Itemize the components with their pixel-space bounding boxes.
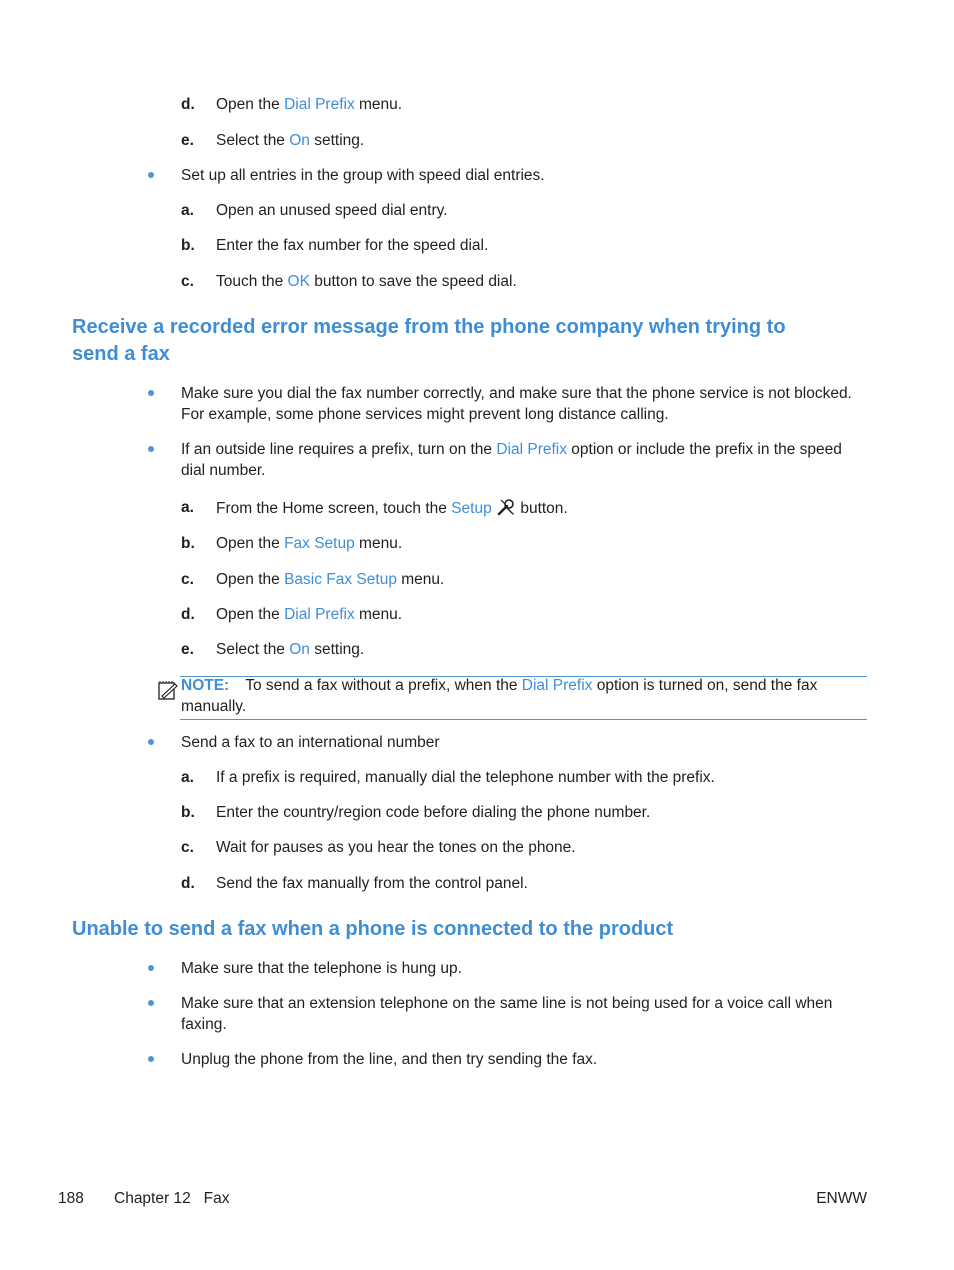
step-letter: d.	[181, 875, 195, 892]
section-heading: Unable to send a fax when a phone is connected to the product	[72, 918, 674, 940]
step-letter: c.	[181, 273, 194, 290]
step-text: Wait for pauses as you hear the tones on the phone.	[216, 839, 576, 856]
list-item: Make sure that an extension telephone on the same line is not being used for a voice call when	[181, 995, 833, 1012]
note-text-continued: manually.	[181, 698, 247, 715]
step-text: Open an unused speed dial entry.	[216, 202, 448, 219]
ui-term-on: On	[289, 641, 310, 658]
step-text: Open the Dial Prefix menu.	[216, 96, 403, 113]
bullet-icon	[148, 739, 154, 745]
ui-term-basic-fax-setup: Basic Fax Setup	[284, 571, 397, 588]
step-letter: b.	[181, 237, 195, 254]
step-letter: a.	[181, 202, 194, 219]
bullet-icon	[148, 172, 154, 178]
ui-term-setup: Setup	[451, 500, 492, 517]
step-letter: c.	[181, 571, 194, 588]
step-text: From the Home screen, touch the Setup button.	[216, 497, 568, 519]
step-letter: b.	[181, 535, 195, 552]
footer-chapter: Chapter 12 Fax	[114, 1190, 230, 1207]
ui-term-dial-prefix: Dial Prefix	[284, 96, 355, 113]
bullet-icon	[148, 390, 154, 396]
bullet-icon	[148, 446, 154, 452]
bullet-icon	[148, 965, 154, 971]
wrench-screwdriver-icon	[496, 497, 516, 517]
list-item: Unplug the phone from the line, and then try sending the fax.	[181, 1051, 598, 1068]
ui-term-ok: OK	[287, 273, 310, 290]
ui-term-on: On	[289, 132, 310, 149]
ui-term-dial-prefix: Dial Prefix	[284, 606, 355, 623]
note-bottom-rule	[180, 719, 867, 720]
footer-enww: ENWW	[816, 1190, 867, 1207]
list-item-continued: faxing.	[181, 1016, 227, 1033]
step-text: If a prefix is required, manually dial the telephone number with the prefix.	[216, 769, 715, 786]
ui-term-dial-prefix: Dial Prefix	[521, 677, 593, 694]
page-number: 188	[58, 1190, 84, 1207]
step-text: Open the Fax Setup menu.	[216, 535, 403, 552]
section-heading: Receive a recorded error message from the phone company when trying to	[72, 316, 786, 338]
step-text: Send the fax manually from the control panel.	[216, 875, 528, 892]
list-item: Send a fax to an international number	[181, 734, 440, 751]
note-text: NOTE: To send a fax without a prefix, when the Dial Prefix option is turned on, send the fax	[181, 677, 818, 694]
list-item: Make sure that the telephone is hung up.	[181, 960, 462, 977]
step-letter: e.	[181, 132, 194, 149]
list-item-continued: dial number.	[181, 462, 266, 479]
step-letter: a.	[181, 769, 194, 786]
note-label: NOTE:	[181, 677, 230, 694]
note-pad-icon	[157, 679, 179, 701]
step-text: Select the On setting.	[216, 641, 365, 658]
step-text: Open the Basic Fax Setup menu.	[216, 571, 445, 588]
step-text: Touch the OK button to save the speed dial.	[216, 273, 517, 290]
step-letter: d.	[181, 606, 195, 623]
section-heading-line2: send a fax	[72, 343, 170, 365]
step-text: Enter the fax number for the speed dial.	[216, 237, 489, 254]
list-item: Make sure you dial the fax number correctly, and make sure that the phone service is not blocked.	[181, 385, 852, 402]
step-text: Open the Dial Prefix menu.	[216, 606, 403, 623]
step-letter: e.	[181, 641, 194, 658]
bullet-icon	[148, 1000, 154, 1006]
bullet-icon	[148, 1056, 154, 1062]
list-item: Set up all entries in the group with speed dial entries.	[181, 167, 545, 184]
step-text: Enter the country/region code before dialing the phone number.	[216, 804, 651, 821]
list-item: If an outside line requires a prefix, turn on the Dial Prefix option or include the prefix in the speed	[181, 441, 842, 458]
step-letter: d.	[181, 96, 195, 113]
step-letter: b.	[181, 804, 195, 821]
step-letter: a.	[181, 499, 194, 516]
step-text: Select the On setting.	[216, 132, 365, 149]
ui-term-fax-setup: Fax Setup	[284, 535, 355, 552]
ui-term-dial-prefix: Dial Prefix	[496, 441, 567, 458]
list-item-continued: For example, some phone services might prevent long distance calling.	[181, 406, 669, 423]
step-letter: c.	[181, 839, 194, 856]
